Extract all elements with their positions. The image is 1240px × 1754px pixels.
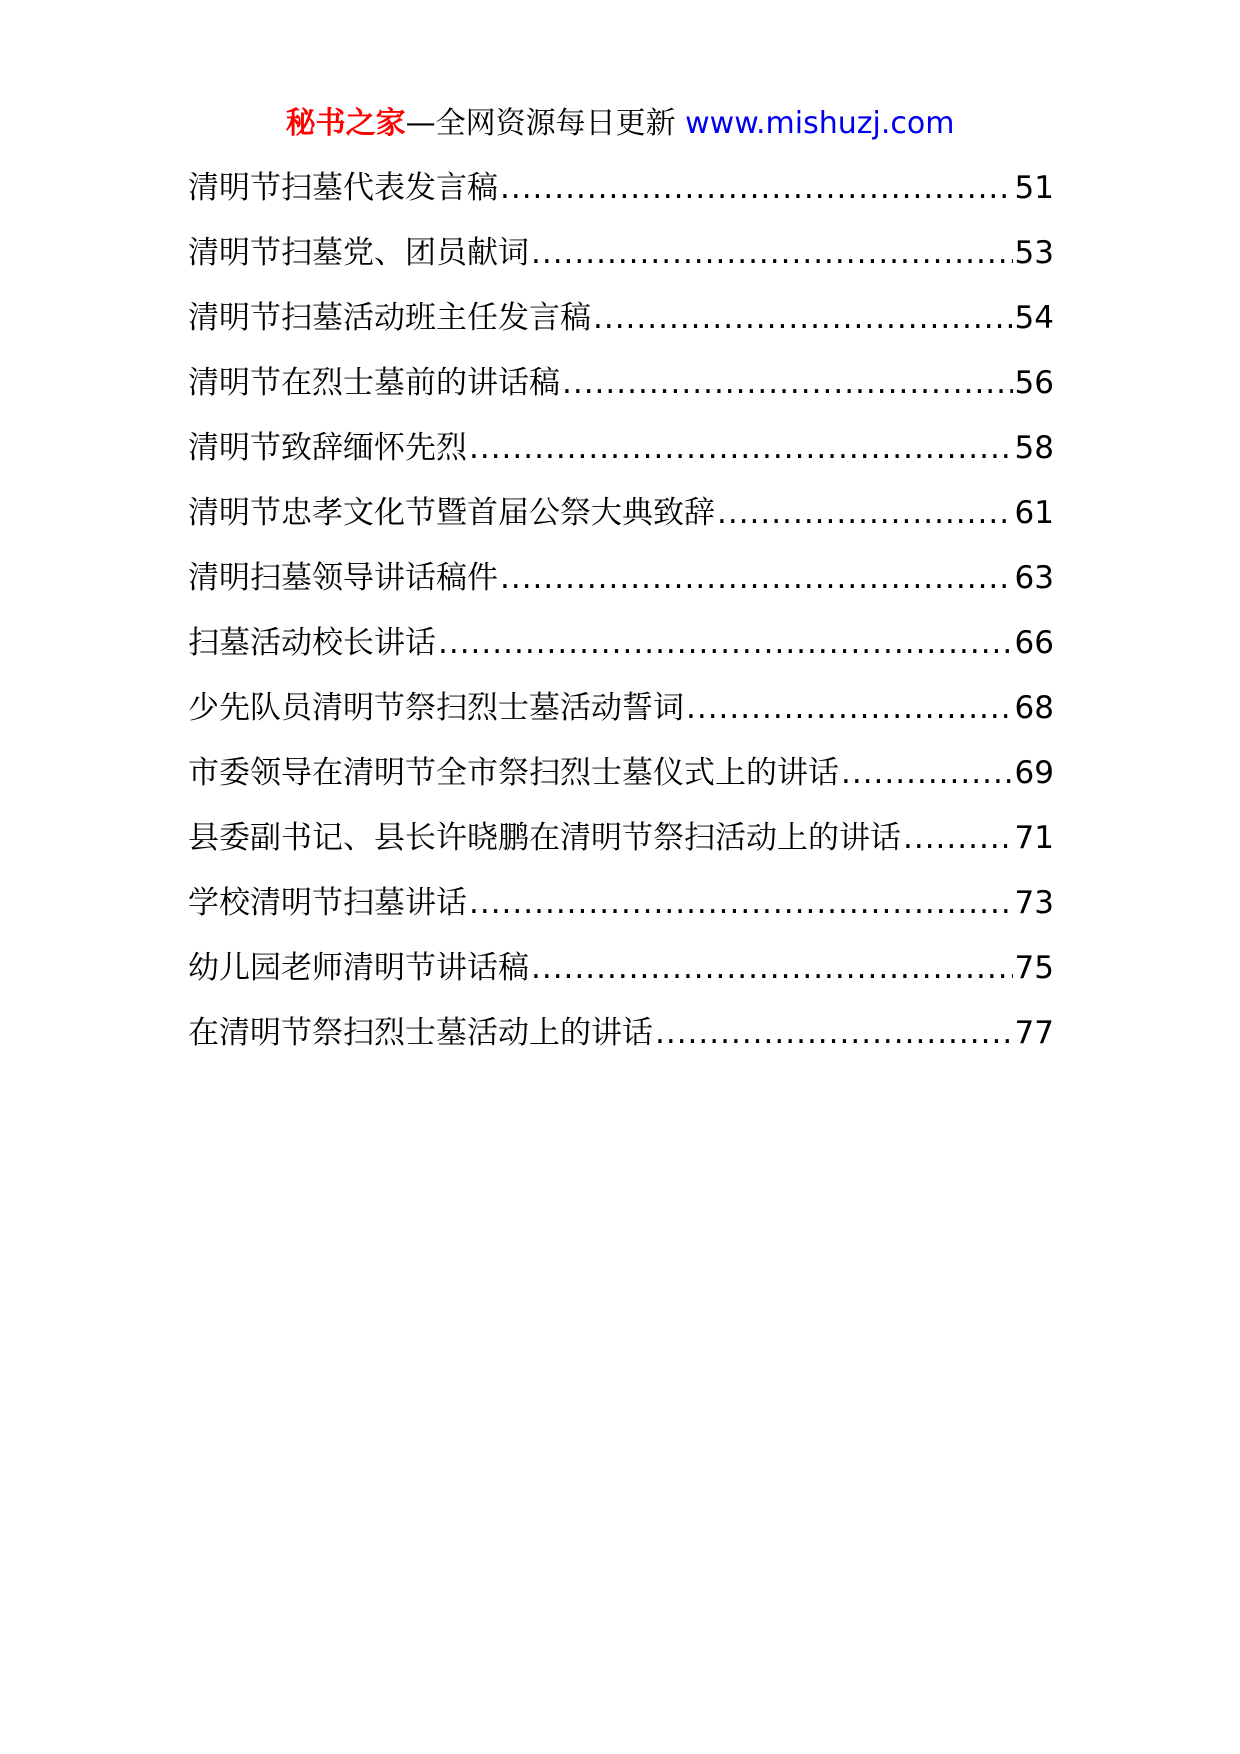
toc-entry-title: 扫墓活动校长讲话 (188, 625, 436, 661)
toc-entry[interactable] (188, 751, 1054, 816)
toc-entry-page: 66 (1014, 625, 1054, 661)
toc-entry-page: 61 (1014, 495, 1054, 531)
toc-dot-leader (562, 361, 1013, 405)
toc-entry[interactable] (188, 946, 1054, 1011)
toc-entry-title: 清明节在烈士墓前的讲话稿 (188, 365, 560, 401)
toc-entry-title: 清明节致辞缅怀先烈 (188, 430, 467, 466)
toc-entry-page: 63 (1014, 560, 1054, 596)
toc-entry-page: 58 (1014, 430, 1054, 466)
toc-entry-page: 73 (1014, 885, 1054, 921)
toc-entry-title: 清明扫墓领导讲话稿件 (188, 560, 498, 596)
toc-entry[interactable] (188, 881, 1054, 946)
toc-entry-page: 75 (1014, 950, 1054, 986)
toc-dot-leader (438, 621, 1013, 665)
toc-entry-title: 在清明节祭扫烈士墓活动上的讲话 (188, 1015, 653, 1051)
header-url-link[interactable]: www.mishuzj.com (685, 106, 955, 141)
toc-entry[interactable] (188, 816, 1054, 881)
toc-entry-page: 51 (1014, 170, 1054, 206)
toc-entry[interactable] (188, 686, 1054, 751)
toc-dot-leader (469, 426, 1013, 470)
toc-entry-page: 56 (1014, 365, 1054, 401)
toc-entry-page: 68 (1014, 690, 1054, 726)
page-header (0, 102, 1240, 146)
toc-dot-leader (531, 946, 1013, 990)
toc-dot-leader (469, 881, 1013, 925)
toc-entry-title: 清明节扫墓党、团员献词 (188, 235, 529, 271)
toc-entry-page: 69 (1014, 755, 1054, 791)
toc-entry[interactable] (188, 621, 1054, 686)
toc-entry-title: 清明节扫墓活动班主任发言稿 (188, 300, 591, 336)
header-brand: 秘书之家 (285, 106, 406, 141)
toc-entry-title: 少先队员清明节祭扫烈士墓活动誓词 (188, 690, 684, 726)
toc-dot-leader (593, 296, 1013, 340)
toc-entry[interactable] (188, 361, 1054, 426)
toc-dot-leader (531, 231, 1013, 275)
toc-entry[interactable] (188, 1011, 1054, 1076)
toc-entry-title: 清明节扫墓代表发言稿 (188, 170, 498, 206)
table-of-contents (188, 166, 1054, 1076)
toc-entry[interactable] (188, 556, 1054, 621)
toc-dot-leader (655, 1011, 1013, 1055)
toc-entry-title: 学校清明节扫墓讲话 (188, 885, 467, 921)
toc-entry-title: 幼儿园老师清明节讲话稿 (188, 950, 529, 986)
toc-entry-title: 市委领导在清明节全市祭扫烈士墓仪式上的讲话 (188, 755, 839, 791)
toc-dot-leader (841, 751, 1013, 795)
toc-entry-page: 77 (1014, 1015, 1054, 1051)
toc-entry[interactable] (188, 296, 1054, 361)
toc-entry[interactable] (188, 491, 1054, 556)
toc-dot-leader (686, 686, 1013, 730)
toc-dot-leader (500, 166, 1013, 210)
header-tagline: —全网资源每日更新 (405, 106, 686, 141)
toc-entry-title: 县委副书记、县长许晓鹏在清明节祭扫活动上的讲话 (188, 820, 901, 856)
toc-entry[interactable] (188, 426, 1054, 491)
toc-entry[interactable] (188, 231, 1054, 296)
toc-entry[interactable] (188, 166, 1054, 231)
toc-entry-page: 54 (1014, 300, 1054, 336)
toc-entry-page: 53 (1014, 235, 1054, 271)
toc-dot-leader (717, 491, 1013, 535)
toc-entry-page: 71 (1014, 820, 1054, 856)
toc-entry-title: 清明节忠孝文化节暨首届公祭大典致辞 (188, 495, 715, 531)
toc-dot-leader (500, 556, 1013, 600)
toc-dot-leader (903, 816, 1013, 860)
